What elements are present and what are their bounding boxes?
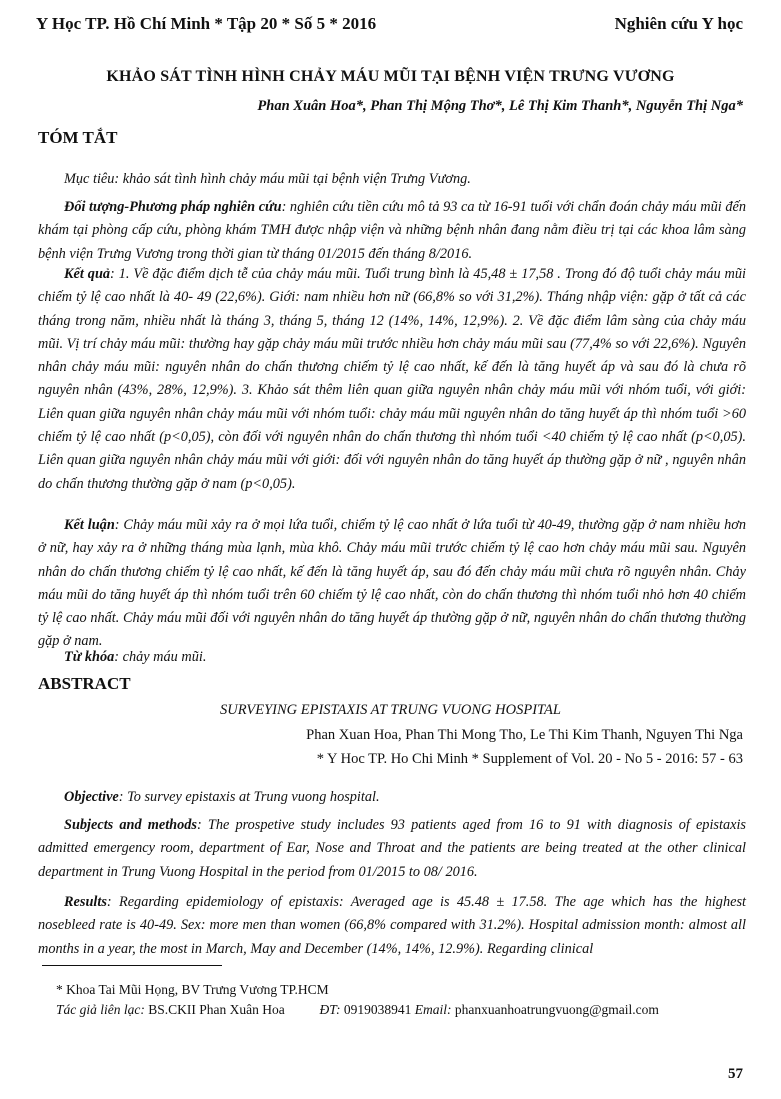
phone-label: ĐT: — [319, 1002, 341, 1017]
label: Results — [64, 894, 107, 910]
label: Từ khóa — [64, 649, 115, 665]
contact-name: BS.CKII Phan Xuân Hoa — [148, 1002, 285, 1017]
label: Mục tiêu — [64, 171, 115, 187]
label: Subjects and methods — [64, 817, 197, 833]
text: : Chảy máu mũi xảy ra ở mọi lứa tuổi, chiếm tỷ lệ cao nhất ở lứa tuổi từ 40-49, thường gặp ở nam nhiều hơn ở nữ, hay xảy ra ở những tháng mùa lạnh, mùa khô. Chảy máu mũi trước chiếm tỷ lệ cao hơn chảy máu mũi sau. Nguyên nhân do chấn thương chiếm tỷ lệ cao nhất, kế đến là tăng huyết áp, sau đó đến chảy máu mũi chưa rõ nguyên nhân. Chảy máu mũi do tăng huyết áp thì nhóm tuổi trên 60 chiếm tỷ lệ cao nhất, còn do chấn thương thì nhóm tuổi nhỏ hơn 40 chiếm tỷ lệ cao nhất. Chảy máu mũi đối với nguyên nhân do tăng huyết áp thường gặp ở nữ, nguyên nhân do chấn thương thường gặp ở nam. — [38, 517, 747, 650]
summary-methods — [38, 196, 746, 266]
footnote-divider — [42, 965, 222, 966]
authors: Phan Xuân Hoa*, Phan Thị Mộng Thơ*, Lê Thị Kim Thanh*, Nguyễn Thị Nga* — [257, 98, 743, 114]
text: : 1. Về đặc điểm dịch tễ của chảy máu mũi. Tuổi trung bình là 45,48 ± 17,58 . Trong đó độ tuổi chảy máu mũi chiếm tỷ lệ cao nhất là 40- 49 (22,6%). Giới: nam nhiều hơn nữ (66,8% so với 31,2%). Tháng nhập viện: gặp ở tất cả các tháng trong năm, nhiều nhất là tháng 3, tháng 5, tháng 12 (14%, 14%, 12,9%). 2. Về đặc điểm lâm sàng của chảy máu mũi. Vị trí chảy máu mũi: thường hay gặp chảy máu mũi trước nhiều hơn chảy máu mũi sau (77,4% so với 22,6%). Nguyên nhân chảy máu mũi: nguyên nhân do chấn thương chiếm tỷ lệ cao nhất, kế đến là tăng huyết áp và sau đó là chưa rõ nguyên nhân (43%, 28%, 12,9%). 3. Khảo sát thêm liên quan giữa nguyên nhân chảy máu mũi với nhóm tuổi, với giới: Liên quan giữa nguyên nhân chảy máu mũi với nhóm tuổi: chảy máu mũi nguyên nhân do tăng huyết áp thì nhóm tuổi >60 chiếm tỷ lệ cao nhất (p<0,05), còn đối với nguyên nhân do chấn thương thì nhóm tuổi <40 chiếm tỷ lệ cao nhất (p<0,05). Liên quan giữa nguyên nhân chảy máu mũi với giới: đối với nguyên nhân do tăng huyết áp thường gặp ở nữ , nguyên nhân do chấn thương thường gặp ở nam (p<0,05). — [38, 266, 746, 492]
page-number: 57 — [728, 1066, 743, 1082]
abstract-supplement: * Y Hoc TP. Ho Chi Minh * Supplement of Vol. 20 - No 5 - 2016: 57 - 63 — [316, 751, 743, 767]
text: : khảo sát tình hình chảy máu mũi tại bệnh viện Trưng Vương. — [114, 171, 471, 187]
section-header: Nghiên cứu Y học — [614, 14, 743, 33]
label: Objective — [64, 789, 119, 805]
abstract-authors: Phan Xuan Hoa, Phan Thi Mong Tho, Le Thi Kim Thanh, Nguyen Thi Nga — [306, 727, 743, 743]
email-link[interactable]: phanxuanhoatrungvuong@gmail.com — [454, 1002, 659, 1017]
phone: 0919038941 — [343, 1002, 412, 1017]
summary-conclusion — [38, 514, 746, 654]
summary-heading: TÓM TẮT — [38, 128, 118, 147]
text: : chảy máu mũi. — [114, 649, 207, 665]
text: : nghiên cứu tiền cứu mô tả 93 ca từ 16-91 tuổi với chẩn đoán chảy máu mũi đến khám tại phòng cấp cứu, phòng khám TMH được nhập viện và những bệnh nhân đang nằm điều trị tại các khoa lâm sàng bệnh viện Trưng Vương trong thời gian từ tháng 01/2015 đến tháng 8/2016. — [38, 199, 746, 262]
paper-title: KHẢO SÁT TÌNH HÌNH CHẢY MÁU MŨI TẠI BỆNH VIỆN TRƯNG VƯƠNG — [106, 68, 675, 85]
summary-results — [38, 263, 746, 496]
label: Kết luận — [64, 517, 115, 533]
abstract-title: SURVEYING EPISTAXIS AT TRUNG VUONG HOSPITAL — [220, 702, 561, 718]
email-label: Email: — [414, 1002, 452, 1017]
footnote-contact — [56, 1002, 659, 1018]
label: Đối tượng-Phương pháp nghiên cứu — [64, 199, 282, 215]
text: : Regarding epidemiology of epistaxis: Averaged age is 45.48 ± 17.58. The age which has the highest nosebleed rate is 40-49. Sex: more men than women (66,8% compared with 31.2%). Hospital admission month: almost all months in a year, the most in March, May and December (14%, 14%, 12.9%). Regarding clinical — [38, 894, 746, 957]
footnote-affiliation: * Khoa Tai Mũi Họng, BV Trưng Vương TP.HCM — [56, 982, 329, 997]
abstract-objective — [38, 786, 746, 809]
summary-keywords — [38, 646, 746, 669]
abstract-methods — [38, 814, 746, 884]
label: Kết quả — [64, 266, 111, 282]
contact-label: Tác giả liên lạc: — [56, 1002, 145, 1017]
journal-header: Y Học TP. Hồ Chí Minh * Tập 20 * Số 5 * 2016 — [36, 14, 377, 33]
text: : To survey epistaxis at Trung vuong hospital. — [118, 789, 380, 805]
text: : The prospetive study includes 93 patients aged from 16 to 91 with diagnosis of epistaxis admitted emergency room, department of Ear, Nose and Throat and the patients are being treated at the other clinical department in Trung Vuong Hospital in the period from 01/2015 to 08/ 2016. — [38, 817, 746, 880]
abstract-results — [38, 891, 746, 961]
abstract-heading: ABSTRACT — [38, 674, 131, 693]
summary-objective — [38, 168, 746, 191]
